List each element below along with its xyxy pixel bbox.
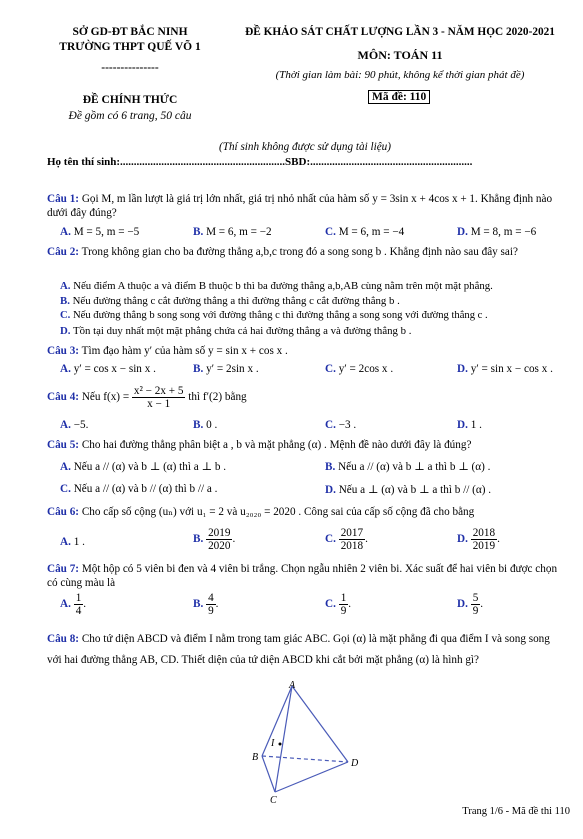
question-number: Câu 7: — [47, 563, 80, 575]
fraction-numerator: 1 — [340, 592, 347, 604]
question-2-option-d — [60, 325, 560, 341]
option-key: C. — [325, 533, 336, 546]
option-key: B. — [193, 598, 204, 611]
question-3 — [47, 344, 561, 358]
fraction-denominator: 2018 — [340, 540, 364, 552]
option-text: Nếu đường thẳng b song song với đường thẳng c thì đường thẳng a song song với đường thẳng c . — [72, 310, 488, 321]
option-text: 0 . — [206, 419, 218, 431]
option-text: Tồn tại duy nhất một mặt phẳng chứa cả hai đường thẳng a và đường thẳng b . — [73, 325, 412, 337]
option-text: Nếu a // (α) và b // (α) thì b // a . — [73, 483, 218, 495]
fraction — [471, 527, 497, 552]
option-key: C. — [325, 419, 336, 431]
option-text: Nếu a // (α) và b ⊥ (α) thì a ⊥ b . — [73, 461, 227, 473]
question-5 — [47, 438, 561, 452]
option-key: C. — [325, 598, 336, 611]
option-text: M = 5, m = −5 — [73, 226, 140, 238]
option-text: y′ = 2cos x . — [338, 363, 394, 375]
question-6-options: A. 1 . B. $\frac{2019}{2020}$ . C. $\frac{2017}{2018}$ . D. $\frac{2018}{2019}$ . — [60, 527, 500, 552]
fraction-numerator: 4 — [208, 592, 214, 604]
fraction-denominator: 2020 — [208, 540, 231, 552]
fraction-numerator: 2018 — [472, 527, 496, 539]
option-text: Nếu a // (α) và b ⊥ a thì b ⊥ (α) . — [338, 461, 491, 473]
question-text: Cho hai đường thẳng phân biệt a , b và mặt phẳng (α) . Mệnh đề nào dưới đây là đúng? — [81, 439, 472, 451]
option-key: A. — [60, 419, 71, 431]
time-note: (Thời gian làm bài: 90 phút, không kể thời gian phát đề) — [275, 69, 525, 81]
question-3-options — [60, 363, 560, 379]
question-2-option-c — [60, 310, 560, 326]
fraction — [339, 592, 349, 617]
question-text: Tìm đạo hàm y′ của hàm số y = sin x + cos x . — [81, 345, 288, 357]
fraction — [339, 527, 365, 552]
option-key: B. — [193, 419, 204, 431]
header-dashes: --------------- — [101, 62, 159, 74]
option-key: A. — [60, 461, 71, 473]
label-b: B — [252, 752, 259, 763]
fraction — [471, 592, 481, 617]
candidate-name-line: Họ tên thí sinh:............................................................SBD:........................................................... — [47, 156, 473, 168]
fraction-numerator: 1 — [75, 592, 82, 604]
question-text: Gọi M, m lần lượt là giá trị lớn nhất, giá trị nhỏ nhất của hàm số y = 3sin x + 4cos x + 1. Khẳng định nào dưới đây đúng? — [47, 193, 553, 219]
option-text: Nếu đường thẳng c cắt đường thẳng a thì đường thẳng c cắt đường thẳng b . — [72, 295, 400, 307]
official-label: ĐỀ CHÍNH THỨC — [82, 94, 178, 106]
option-key: B. — [193, 533, 204, 546]
question-text: Cho cấp số cộng (uₙ) với u₁ = 2 và u₂₀₂₀ = 2020 . Công sai của cấp số cộng đã cho bằng — [81, 506, 475, 518]
question-number: Câu 2: — [47, 246, 80, 258]
option-text: M = 8, m = −6 — [470, 226, 537, 238]
exam-code-text: Mã đề: 110 — [368, 90, 430, 104]
fraction-numerator: x² − 2x + 5 — [133, 385, 184, 397]
pages-info: Đề gồm có 6 trang, 50 câu — [68, 110, 192, 122]
subject-title: MÔN: TOÁN 11 — [357, 48, 443, 62]
edge-bd-hidden — [262, 756, 348, 762]
question-7-options: A. $\frac{1}{4}$ . B. $\frac{4}{9}$ . C. $\frac{1}{9}$ . D. $\frac{5}{9}$ . — [60, 592, 484, 617]
option-text: M = 6, m = −2 — [206, 226, 272, 238]
label-a: A — [289, 680, 296, 691]
question-2 — [47, 245, 561, 259]
fraction-denominator: 2019 — [472, 540, 496, 552]
option-key: C. — [60, 483, 71, 495]
option-key: B. — [193, 363, 204, 375]
option-text: y′ = cos x − sin x . — [73, 363, 156, 375]
fraction — [206, 592, 216, 617]
fraction-numerator: 2017 — [340, 527, 364, 539]
fraction — [206, 527, 232, 552]
tetrahedron-figure — [240, 680, 360, 805]
exam-code — [368, 91, 430, 103]
question-text: Trong không gian cho ba đường thẳng a,b,c trong đó a song song b . Khẳng định nào sau đây sai? — [81, 246, 518, 258]
question-number: Câu 6: — [47, 506, 80, 518]
exam-title: ĐỀ KHẢO SÁT CHẤT LƯỢNG LẦN 3 - NĂM HỌC 2020-2021 — [245, 26, 555, 38]
fraction — [74, 592, 84, 617]
edge-cd — [275, 762, 348, 792]
school-name: TRƯỜNG THPT QUẾ VÕ 1 — [59, 41, 201, 53]
option-key: A. — [60, 280, 71, 292]
option-key: D. — [457, 363, 468, 375]
question-4 — [47, 385, 561, 415]
edge-bc — [262, 756, 275, 792]
fraction-denominator: x − 1 — [147, 398, 171, 410]
option-text: Nếu điểm A thuộc a và điểm B thuộc b thì ba đường thẳng a,b,AB cùng nằm trên một mặt phẳng. — [73, 280, 493, 292]
option-text: M = 6, m = −4 — [338, 226, 405, 238]
fraction-denominator: 4 — [75, 605, 82, 617]
option-key: A. — [60, 226, 71, 238]
no-documents-note: (Thí sinh không được sử dụng tài liệu) — [219, 141, 391, 153]
point-i — [279, 743, 282, 746]
question-number: Câu 4: — [47, 391, 80, 404]
fraction-denominator: 9 — [340, 605, 347, 617]
question-5-options-ab — [60, 460, 560, 476]
option-key: A. — [60, 363, 71, 375]
fraction-numerator: 2019 — [208, 527, 231, 539]
option-key: A. — [60, 598, 71, 611]
option-key: C. — [325, 363, 336, 375]
option-key: D. — [457, 533, 468, 546]
question-number: Câu 1: — [47, 193, 80, 205]
option-key: D. — [325, 484, 336, 496]
question-text: thì f′(2) bằng — [188, 391, 247, 404]
option-key: D. — [60, 325, 71, 337]
fraction-numerator: 5 — [472, 592, 479, 604]
fraction-denominator: 9 — [208, 605, 214, 617]
option-key: D. — [457, 419, 468, 431]
fraction — [132, 385, 186, 410]
option-key: D. — [457, 598, 468, 611]
question-2-option-b — [60, 295, 560, 311]
question-number: Câu 5: — [47, 439, 80, 451]
label-c: C — [270, 795, 277, 805]
question-text: Nếu f(x) = — [81, 391, 130, 404]
edge-ab — [262, 686, 292, 756]
option-key: B. — [325, 461, 336, 473]
edge-ad — [292, 686, 348, 762]
option-text: 1 . — [73, 536, 85, 548]
option-key: B. — [193, 226, 204, 238]
option-text: Nếu a ⊥ (α) và b ⊥ a thì b // (α) . — [338, 484, 492, 496]
option-text: y′ = 2sin x . — [206, 363, 259, 375]
department-name: SỞ GD-ĐT BẮC NINH — [72, 26, 188, 38]
label-d: D — [351, 758, 359, 769]
option-key: D. — [457, 226, 468, 238]
question-2-option-a — [60, 280, 560, 296]
option-key: A. — [60, 536, 71, 548]
option-key: C. — [60, 310, 71, 321]
question-number: Câu 3: — [47, 345, 80, 357]
question-1 — [47, 192, 561, 220]
option-text: 1 . — [470, 419, 482, 431]
question-1-options — [60, 226, 560, 242]
question-text: Cho tứ diện ABCD và điểm I nằm trong tam giác ABC. Gọi (α) là mặt phẳng đi qua điểm I và song song với hai đường thẳng AB, CD. Thiết diện của tứ diện ABCD khi cắt bởi mặt phẳng (α) là hình gì? — [47, 633, 550, 666]
question-5-options-cd — [60, 483, 560, 499]
question-text: Một hộp có 5 viên bi đen và 4 viên bi trắng. Chọn ngẫu nhiên 2 viên bi. Xác suất để hai viên bi được chọn có cùng màu là — [47, 563, 558, 589]
question-7 — [47, 562, 561, 590]
option-text: −3 . — [338, 419, 357, 431]
question-number: Câu 8: — [47, 633, 80, 645]
question-4-options — [60, 419, 560, 435]
option-key: B. — [60, 295, 70, 307]
option-text: −5. — [73, 419, 89, 431]
label-i: I — [271, 738, 275, 749]
option-key: C. — [325, 226, 336, 238]
option-text: y′ = sin x − cos x . — [470, 363, 553, 375]
edge-ac — [275, 686, 292, 792]
question-6 — [47, 505, 561, 519]
page-footer: Trang 1/6 - Mã đề thi 110 — [462, 806, 570, 817]
fraction-denominator: 9 — [472, 605, 479, 617]
question-8 — [47, 629, 561, 671]
